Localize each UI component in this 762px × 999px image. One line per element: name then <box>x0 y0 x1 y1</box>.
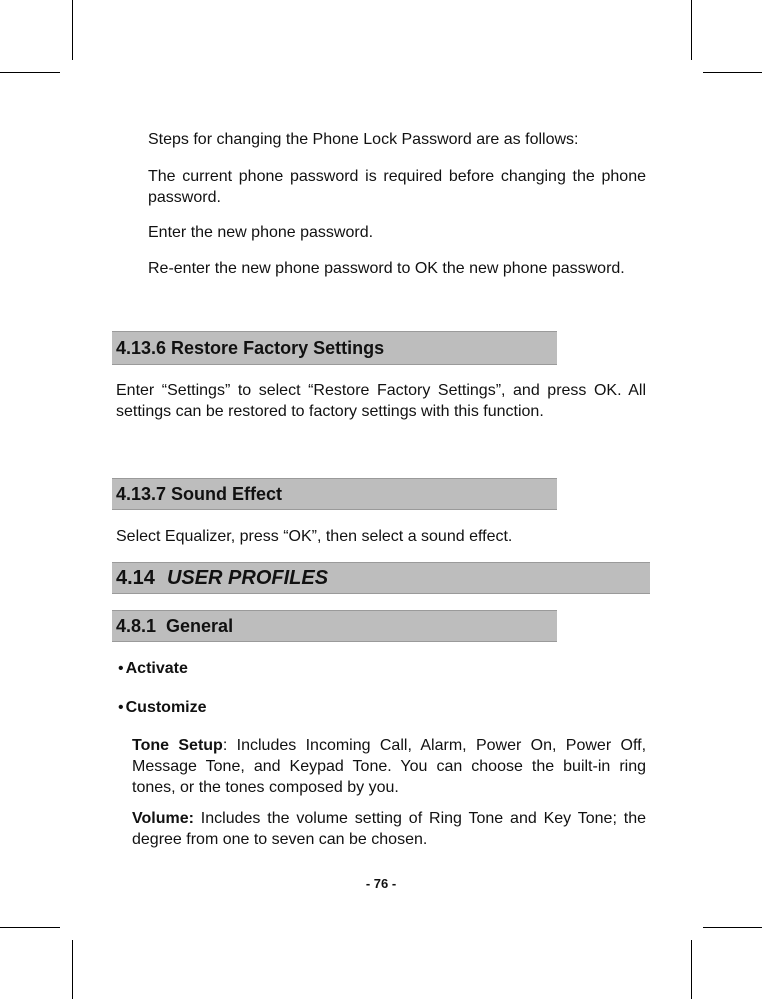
intro-line-1: Steps for changing the Phone Lock Password are as follows: <box>148 131 579 148</box>
section-heading-4-13-7 <box>112 478 557 510</box>
bullet-customize-label: Customize <box>125 699 207 716</box>
chapter-heading-4-14-title: USER PROFILES <box>166 566 329 589</box>
crop-mark-bottom-right-vertical <box>691 940 692 999</box>
crop-mark-bottom-left-horizontal <box>0 927 60 928</box>
section-heading-4-8-1 <box>112 610 557 642</box>
intro-line-4: Re-enter the new phone password to OK the new phone password. <box>148 260 625 277</box>
tone-setup-text: : Includes Incoming Call, Alarm, Power On, Power Off, Message Tone, and Keypad Tone. You can choose the built-in ring tones, or the tones composed by you. <box>132 737 647 796</box>
intro-line-2: The current phone password is required before changing the phone password. <box>148 168 646 206</box>
tone-setup-paragraph <box>132 735 646 798</box>
intro-line-3: Enter the new phone password. <box>148 224 374 241</box>
page-number: - 76 - <box>365 876 397 891</box>
volume-label: Volume: <box>132 810 194 827</box>
crop-mark-top-right-vertical <box>691 0 692 60</box>
bullet-dot-icon: • <box>118 699 124 716</box>
crop-mark-top-left-horizontal <box>0 72 60 73</box>
volume-paragraph <box>132 808 646 850</box>
bullet-customize <box>118 697 207 718</box>
bullet-activate-label: Activate <box>125 660 188 677</box>
crop-mark-top-left-vertical <box>72 0 73 60</box>
restore-factory-settings-body: Enter “Settings” to select “Restore Factory Settings”, and press OK. All settings can be restored to factory settings with this function. <box>116 382 646 420</box>
bullet-dot-icon: • <box>118 660 124 677</box>
section-heading-4-8-1-text: 4.8.1 General <box>116 615 234 636</box>
crop-mark-top-right-horizontal <box>703 72 762 73</box>
section-heading-4-13-6 <box>112 331 557 365</box>
crop-mark-bottom-left-vertical <box>72 940 73 999</box>
chapter-heading-4-14-number: 4.14 <box>116 566 155 589</box>
section-heading-4-13-6-text: 4.13.6 Restore Factory Settings <box>116 337 385 358</box>
section-heading-4-13-7-text: 4.13.7 Sound Effect <box>116 483 283 504</box>
volume-text: Includes the volume setting of Ring Tone and Key Tone; the degree from one to seven can be chosen. <box>132 810 646 848</box>
tone-setup-label: Tone Setup <box>132 737 223 754</box>
chapter-heading-4-14 <box>112 562 650 594</box>
bullet-activate <box>118 658 188 679</box>
crop-mark-bottom-right-horizontal <box>703 927 762 928</box>
sound-effect-body: Select Equalizer, press “OK”, then select a sound effect. <box>116 528 513 545</box>
